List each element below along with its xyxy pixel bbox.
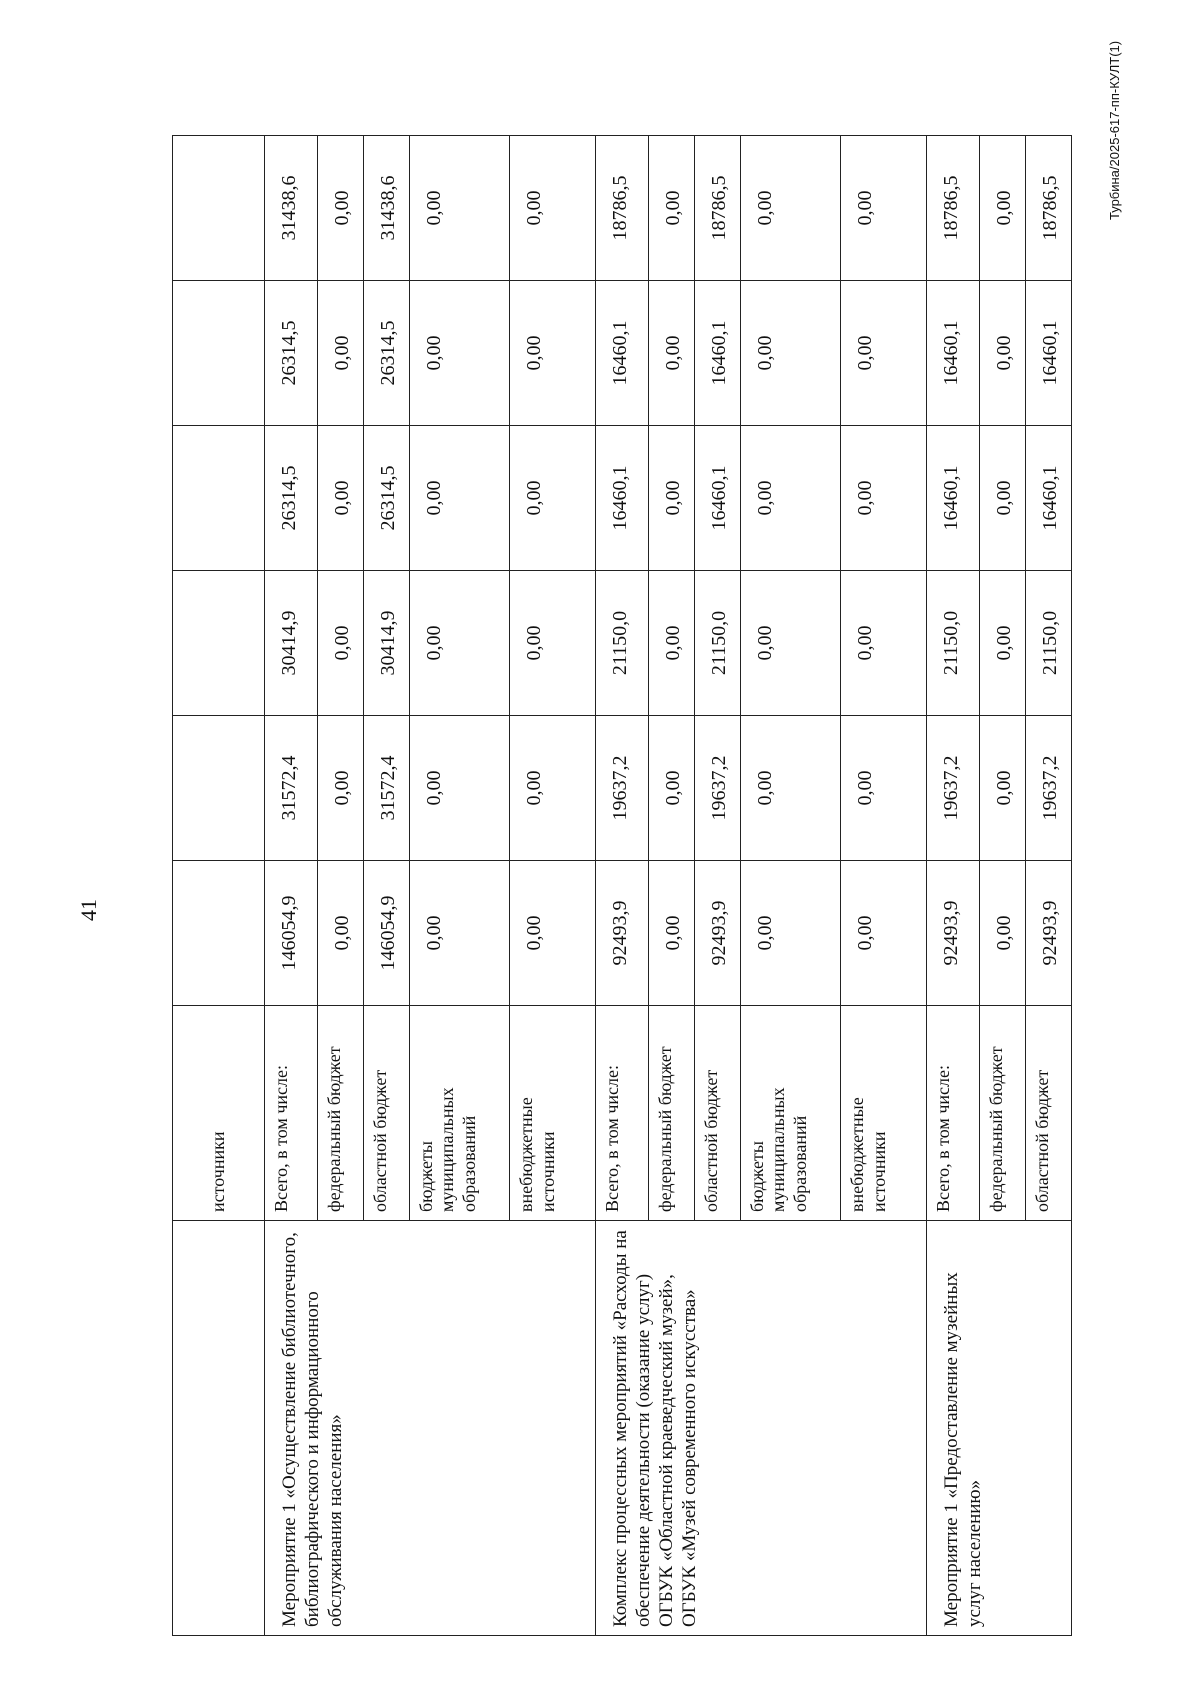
amount-cell: 0,00 [317,281,363,426]
amount-cell: 0,00 [740,426,841,571]
amount-cell: 19637,2 [927,716,979,861]
amount-cell: 0,00 [317,716,363,861]
amount-cell: 16460,1 [596,281,648,426]
header-source-cell: источники [173,1006,265,1221]
amount-cell: 92493,9 [694,861,740,1006]
amount-cell: 31438,6 [265,136,317,281]
header-empty-cell [173,861,265,1006]
amount-cell: 0,00 [648,716,694,861]
amount-cell: 26314,5 [363,426,409,571]
amount-cell: 0,00 [740,571,841,716]
amount-cell: 0,00 [841,281,927,426]
amount-cell: 0,00 [979,861,1025,1006]
header-empty-cell [173,716,265,861]
amount-cell: 146054,9 [363,861,409,1006]
table-header-row [173,136,265,1636]
funding-source-cell: Всего, в том числе: [927,1006,979,1221]
amount-cell: 0,00 [841,861,927,1006]
table-row [596,136,648,1636]
amount-cell: 16460,1 [694,281,740,426]
amount-cell: 19637,2 [1025,716,1071,861]
document-code: Турбина/2025-617-пп-КУЛТ(1) [1107,40,1122,220]
budget-table [172,135,1072,1636]
amount-cell: 0,00 [841,136,927,281]
amount-cell: 18786,5 [1025,136,1071,281]
page-number: 41 [76,899,101,921]
amount-cell: 16460,1 [927,281,979,426]
amount-cell: 0,00 [510,281,596,426]
funding-source-cell: областной бюджет [363,1006,409,1221]
funding-source-cell: областной бюджет [1025,1006,1071,1221]
funding-source-cell: бюджеты муниципальных образований [409,1006,510,1221]
amount-cell: 0,00 [409,136,510,281]
header-empty-cell [173,571,265,716]
header-name-cell [173,1221,265,1636]
amount-cell: 21150,0 [1025,571,1071,716]
amount-cell: 0,00 [841,426,927,571]
amount-cell: 0,00 [510,426,596,571]
amount-cell: 0,00 [317,861,363,1006]
amount-cell: 0,00 [979,281,1025,426]
amount-cell: 0,00 [740,716,841,861]
header-empty-cell [173,136,265,281]
activity-name-cell: Комплекс процессных мероприятий «Расходы на обеспечение деятельности (оказание услуг) ОГБУК «Областной краеведческий музей», ОГБУК «Музей современного искусства» [596,1221,927,1636]
amount-cell: 92493,9 [1025,861,1071,1006]
amount-cell: 31572,4 [363,716,409,861]
funding-source-cell: Всего, в том числе: [265,1006,317,1221]
amount-cell: 30414,9 [265,571,317,716]
amount-cell: 0,00 [510,136,596,281]
table-row [927,136,979,1636]
amount-cell: 0,00 [409,571,510,716]
amount-cell: 0,00 [510,716,596,861]
amount-cell: 92493,9 [927,861,979,1006]
amount-cell: 26314,5 [265,281,317,426]
funding-source-cell: Всего, в том числе: [596,1006,648,1221]
amount-cell: 0,00 [648,861,694,1006]
amount-cell: 16460,1 [1025,426,1071,571]
amount-cell: 0,00 [409,281,510,426]
amount-cell: 18786,5 [694,136,740,281]
amount-cell: 18786,5 [927,136,979,281]
amount-cell: 16460,1 [694,426,740,571]
amount-cell: 21150,0 [596,571,648,716]
amount-cell: 26314,5 [363,281,409,426]
amount-cell: 0,00 [979,716,1025,861]
funding-source-cell: областной бюджет [694,1006,740,1221]
amount-cell: 0,00 [740,861,841,1006]
amount-cell: 19637,2 [596,716,648,861]
amount-cell: 0,00 [648,571,694,716]
amount-cell: 21150,0 [927,571,979,716]
funding-source-cell: федеральный бюджет [648,1006,694,1221]
amount-cell: 0,00 [740,136,841,281]
amount-cell: 16460,1 [1025,281,1071,426]
activity-name-cell: Мероприятие 1 «Предоставление музейных услуг населению» [927,1221,1072,1636]
amount-cell: 18786,5 [596,136,648,281]
amount-cell: 0,00 [317,136,363,281]
funding-source-cell: федеральный бюджет [979,1006,1025,1221]
amount-cell: 0,00 [317,571,363,716]
table-row [265,136,317,1636]
amount-cell: 31438,6 [363,136,409,281]
funding-source-cell: внебюджетные источники [510,1006,596,1221]
amount-cell: 30414,9 [363,571,409,716]
amount-cell: 16460,1 [596,426,648,571]
amount-cell: 26314,5 [265,426,317,571]
amount-cell: 146054,9 [265,861,317,1006]
amount-cell: 0,00 [409,716,510,861]
budget-table-frame [172,136,1072,1636]
amount-cell: 16460,1 [927,426,979,571]
funding-source-cell: бюджеты муниципальных образований [740,1006,841,1221]
amount-cell: 0,00 [648,136,694,281]
amount-cell: 19637,2 [694,716,740,861]
amount-cell: 92493,9 [596,861,648,1006]
amount-cell: 0,00 [510,861,596,1006]
amount-cell: 0,00 [841,571,927,716]
amount-cell: 0,00 [317,426,363,571]
amount-cell: 0,00 [979,426,1025,571]
amount-cell: 0,00 [510,571,596,716]
amount-cell: 0,00 [740,281,841,426]
header-empty-cell [173,426,265,571]
table-body [173,136,1072,1636]
amount-cell: 21150,0 [694,571,740,716]
funding-source-cell: федеральный бюджет [317,1006,363,1221]
amount-cell: 0,00 [979,571,1025,716]
header-empty-cell [173,281,265,426]
funding-source-cell: внебюджетные источники [841,1006,927,1221]
amount-cell: 0,00 [841,716,927,861]
amount-cell: 0,00 [409,426,510,571]
amount-cell: 31572,4 [265,716,317,861]
amount-cell: 0,00 [979,136,1025,281]
amount-cell: 0,00 [648,426,694,571]
amount-cell: 0,00 [409,861,510,1006]
activity-name-cell: Мероприятие 1 «Осуществление библиотечного, библиографического и информационного обслуживания населения» [265,1221,596,1636]
amount-cell: 0,00 [648,281,694,426]
